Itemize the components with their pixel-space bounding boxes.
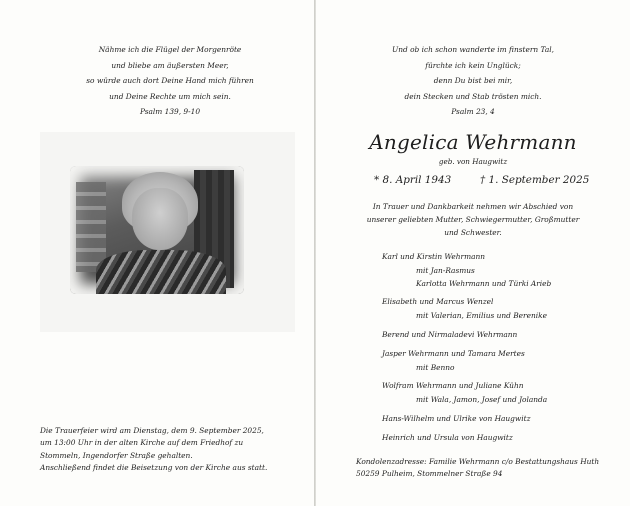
family-line: Karlotta Wehrmann und Türki Arieb xyxy=(416,279,552,288)
ceremony-info xyxy=(40,425,310,475)
photo-background-shelf xyxy=(76,182,106,272)
verse-line: Und ob ich schon wanderte im finstern Tal, xyxy=(392,45,554,54)
family-line: mit Valerian, Emilius und Berenike xyxy=(416,311,547,320)
left-verse xyxy=(20,42,320,120)
left-page xyxy=(0,0,314,506)
mourning-line: unserer geliebten Mutter, Schwiegermutter, Großmutter xyxy=(366,215,580,224)
condolence-address xyxy=(356,456,626,481)
family-line: mit Wala, Jamon, Josef und Jolanda xyxy=(416,395,548,404)
family-line: Elisabeth und Marcus Wenzel xyxy=(382,297,494,306)
verse-reference: Psalm 139, 9-10 xyxy=(139,107,201,117)
mourning-line: und Schwester. xyxy=(444,228,502,237)
birth-date: * 8. April 1943 xyxy=(374,174,452,186)
address-line: Kondolenzadresse: Familie Wehrmann c/o Bestattungshaus Huth xyxy=(356,457,600,466)
verse-line: Nähme ich die Flügel der Morgenröte xyxy=(98,45,242,54)
ceremony-line: um 13:00 Uhr in der alten Kirche auf dem Friedhof zu xyxy=(40,438,244,448)
mourning-line: In Trauer und Dankbarkeit nehmen wir Abschied von xyxy=(372,202,574,211)
verse-line: und Deine Rechte um mich sein. xyxy=(109,91,231,101)
verse-line: denn Du bist bei mir, xyxy=(433,76,513,86)
maiden-name: geb. von Haugwitz xyxy=(438,157,508,166)
family-line: Berend und Nirmaladevi Wehrmann xyxy=(382,330,518,339)
family-line: Heinrich und Ursula von Haugwitz xyxy=(382,433,513,442)
verse-reference: Psalm 23, 4 xyxy=(451,107,495,117)
photo-scarf xyxy=(96,250,226,294)
right-page xyxy=(316,0,630,506)
verse-line: dein Stecken und Stab trösten mich. xyxy=(404,91,542,101)
death-date: † 1. September 2025 xyxy=(480,174,590,186)
ceremony-line: Anschließend findet die Beisetzung von der Kirche aus statt. xyxy=(40,463,268,473)
family-line: mit Jan-Rasmus xyxy=(416,266,475,275)
family-line: Hans-Wilhelm und Ulrike von Haugwitz xyxy=(382,414,531,423)
family-line: Wolfram Wehrmann und Juliane Kühn xyxy=(382,381,524,390)
right-verse xyxy=(316,42,630,120)
verse-line: fürchte ich kein Unglück; xyxy=(425,60,521,70)
deceased-name: Angelica Wehrmann xyxy=(369,130,577,154)
mourning-text xyxy=(346,200,600,239)
ceremony-line: Stommeln, Ingendorfer Straße gehalten. xyxy=(40,450,193,460)
portrait-photo xyxy=(70,166,244,294)
family-line: Jasper Wehrmann und Tamara Mertes xyxy=(382,349,525,358)
verse-line: und bliebe am äußersten Meer, xyxy=(111,60,229,70)
family-line: mit Benno xyxy=(416,363,455,372)
photo-face xyxy=(132,188,188,250)
family-line: Karl und Kirstin Wehrmann xyxy=(382,252,486,261)
ceremony-line: Die Trauerfeier wird am Dienstag, dem 9. September 2025, xyxy=(40,426,264,435)
address-line: 50259 Pulheim, Stommelner Straße 94 xyxy=(356,469,503,479)
verse-line: so würde auch dort Deine Hand mich führen xyxy=(86,76,254,86)
